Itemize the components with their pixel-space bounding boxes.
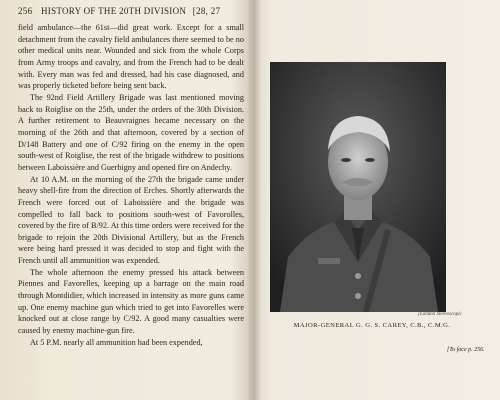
body-text [18, 22, 244, 348]
facing-page-note: [To face p. 256. [447, 347, 485, 353]
paragraph-4: The whole afternoon the enemy pressed his attack between Piennes and Favorelles, keeping up a barrage on the main road through Montdidier, which increased in intensity as more guns came up. One enemy machine gun which tried to get into Favorelles were knocked out at close range by C/92. A good many casualties were caused by enemy machine-gun fire. [18, 267, 244, 336]
paragraph-2: The 92nd Field Artillery Brigade was last mentioned moving back to Roiglise on the 25th, under the orders of the 30th Division. A further retirement to Beauvraignes became necessary on the morning of the 26th and that afternoon, covered by a section of D/148 Battery and one of C/92 firing on the enemy in the open south-west of Roiglise, the rest of the brigade withdrew to positions between Laboissière and Guerbigny and opened fire on Andechy. [18, 92, 244, 172]
book-gutter [247, 0, 261, 400]
photo-caption: MAJOR-GENERAL G. G. S. CAREY, C.B., C.M.G. [293, 322, 451, 329]
paragraph-3: At 10 A.M. on the morning of the 27th the brigade came under heavy shell-fire from the direction of Erches. Shortly afterwards the French were forced out of Laboissière and the brigade was compelled to fall back to positions south-west of Favorolles, covered by the fire of B/92. At this time orders were received for the brigade to rejoin the 20th Divisional Artillery, but as the French were being hard pressed it was decided to stop and fight with the French until all ammunition was expended. [18, 174, 244, 266]
page-number: 256 [18, 6, 33, 16]
running-title: HISTORY OF THE 20TH DIVISION [40, 6, 187, 16]
paragraph-5: At 5 P.M. nearly all ammunition had been expended, [30, 337, 203, 347]
running-head [18, 6, 238, 16]
running-title-suffix: [28, 27 [192, 6, 221, 16]
portrait-photo [270, 62, 446, 312]
paragraph-1: field ambulance—the 61st—did great work. Except for a small detachment from the cavalry field ambulances there seemed to be no other medical units near. Wounded and sick from the whole Corps from Army troops and cavalry, and from the French had to be dealt with. Every man was fed and dressed, had his case diagnosed, and was properly ticketed before being sent back. [18, 23, 244, 91]
photo-credit: [London Stereoscopic [418, 312, 462, 317]
portrait-illustration [270, 62, 446, 312]
